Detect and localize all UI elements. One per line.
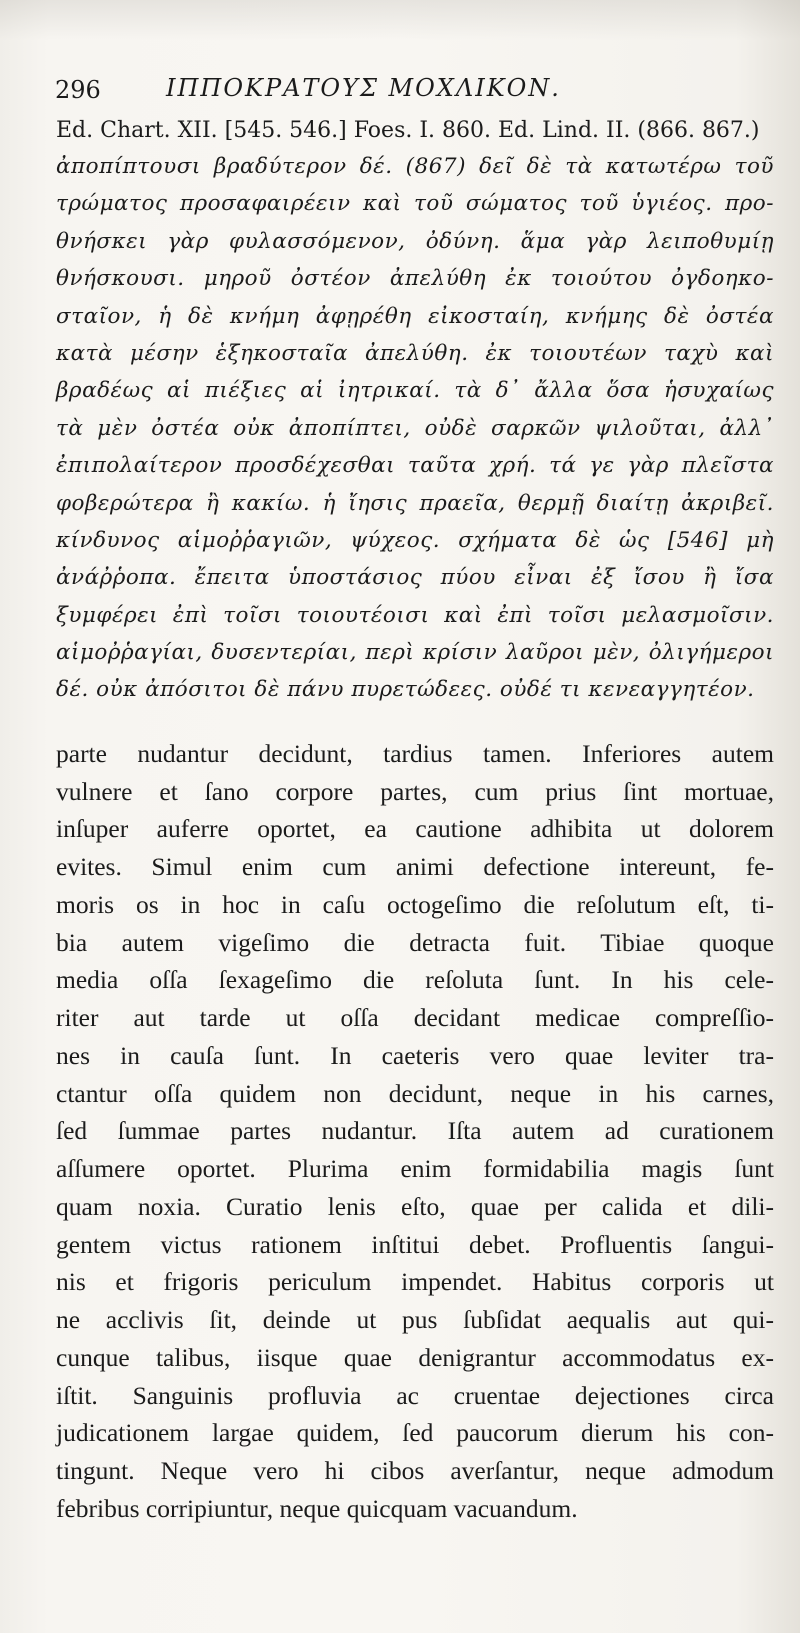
latin-line: gentem victus rationem inſtitui debet. Profluentis ſangui- xyxy=(56,1229,774,1259)
greek-line: ἀποπίπτουσι βραδύτερον δέ. (867) δεῖ δὲ τὰ κατωτέρω τοῦ xyxy=(56,154,774,179)
greek-line: κατὰ μέσην ἑξηκοσταῖα ἀπελύθη. ἐκ τοιουτέων ταχὺ καὶ xyxy=(56,340,774,366)
greek-line: σταῖον, ἡ δὲ κνήμη ἀφῃρέθη εἰκοσταίη, κνήμης δὲ ὀστέα xyxy=(56,303,774,329)
greek-line: τὰ μὲν ὀστέα οὐκ ἀποπίπτει, οὐδὲ σαρκῶν ψιλοῦται, ἀλλ᾽ xyxy=(56,415,774,441)
greek-line: θνήσκουσι. μηροῦ ὀστέον ἀπελύθη ἐκ τοιούτου ὀγδοηκο- xyxy=(56,266,774,292)
latin-line: ne acclivis ſit, deinde ut pus ſubſidat aequalis aut qui- xyxy=(56,1305,774,1335)
latin-line: media oſſa ſexageſimo die reſoluta ſunt. In his cele- xyxy=(56,965,774,995)
greek-line: ξυμφέρει ἐπὶ τοῖσι τοιουτέοισι καὶ ἐπὶ τοῖσι μελασμοῖσιν. xyxy=(56,602,774,628)
page-header xyxy=(56,72,774,112)
latin-line: evites. Simul enim cum animi defectione intereunt, fe- xyxy=(56,852,774,882)
page-shadow xyxy=(0,0,800,40)
latin-line: nes in cauſa ſunt. In caeteris vero quae leviter tra- xyxy=(56,1040,774,1070)
latin-line: febribus corripiuntur, neque quicquam vacuandum. xyxy=(56,1493,578,1523)
latin-line: judicationem largae quidem, ſed paucorum dierum his con- xyxy=(56,1418,774,1448)
latin-line: iſtit. Sanguinis profluvia ac cruentae dejectiones circa xyxy=(56,1380,774,1410)
greek-line: ἀνάῤῥοπα. ἔπειτα ὑποστάσιος πύου εἶναι ἐξ ἴσου ἢ ἴσα xyxy=(56,565,774,591)
edition-reference: Ed. Chart. XII. [545. 546.] Foes. I. 860. Ed. Lind. II. (866. 867.) xyxy=(56,118,760,143)
greek-text-block xyxy=(56,148,774,709)
latin-line: nis et frigoris periculum impendet. Habitus corporis ut xyxy=(56,1267,774,1297)
latin-line: riter aut tarde ut oſſa decidant medicae compreſſio- xyxy=(56,1003,774,1033)
latin-line: aſſumere oportet. Plurima enim formidabilia magis ſunt xyxy=(56,1154,774,1184)
latin-line: tingunt. Neque vero hi cibos averſantur, neque admodum xyxy=(56,1456,774,1486)
greek-line: κίνδυνος αἱμοῤῥαγιῶν, ψύχεος. σχήματα δὲ ὡς [546] μὴ xyxy=(56,527,774,553)
greek-line: ἐπιπολαίτερον προσδέχεσθαι ταῦτα χρή. τά γε γὰρ πλεῖστα xyxy=(56,453,774,479)
section-gap xyxy=(56,709,774,735)
greek-line: θνήσκει γὰρ φυλασσόμενον, ὀδύνη. ἅμα γὰρ λειποθυμίῃ xyxy=(56,228,774,254)
page-number: 296 xyxy=(55,76,101,104)
latin-line: parte nudantur decidunt, tardius tamen. Inferiores autem xyxy=(56,738,774,768)
latin-text-block xyxy=(56,735,774,1528)
latin-line: ctantur oſſa quidem non decidunt, neque in his carnes, xyxy=(56,1078,774,1108)
running-title: ΙΠΠΟΚΡΑΤΟΥΣ ΜΟΧΛΙΚΟΝ. xyxy=(166,74,561,102)
latin-line: quam noxia. Curatio lenis eſto, quae per calida et dili- xyxy=(56,1191,774,1221)
greek-line: αἱμοῤῥαγίαι, δυσεντερίαι, περὶ κρίσιν λαῦροι μὲν, ὀλιγήμεροι xyxy=(56,640,774,666)
latin-line: inſuper auferre oportet, ea cautione adhibita ut dolorem xyxy=(56,814,774,844)
latin-line: vulnere et ſano corpore partes, cum prius ſint mortuae, xyxy=(56,776,774,806)
greek-line: βραδέως αἱ πιέξιες αἱ ἰητρικαί. τὰ δ᾽ ἄλλα ὅσα ἡσυχαίως xyxy=(56,378,774,404)
latin-line: moris os in hoc in caſu octogeſimo die reſolutum eſt, ti- xyxy=(56,889,774,919)
greek-line: τρώματος προσαφαιρέειν καὶ τοῦ σώματος τοῦ ὑγιέος. προ- xyxy=(56,191,774,217)
greek-line: δέ. οὐκ ἀπόσιτοι δὲ πάνυ πυρετώδεες. οὐδέ τι κενεαγγητέον. xyxy=(56,677,755,703)
latin-line: ſed ſummae partes nudantur. Iſta autem ad curationem xyxy=(56,1116,774,1146)
greek-line: φοβερώτερα ἢ κακίω. ἡ ἴησις πραεῖα, θερμῇ διαίτῃ ἀκριβεῖ. xyxy=(56,490,774,516)
latin-line: cunque talibus, iisque quae denigrantur accommodatus ex- xyxy=(56,1342,774,1372)
latin-line: bia autem vigeſimo die detracta fuit. Tibiae quoque xyxy=(56,927,774,957)
